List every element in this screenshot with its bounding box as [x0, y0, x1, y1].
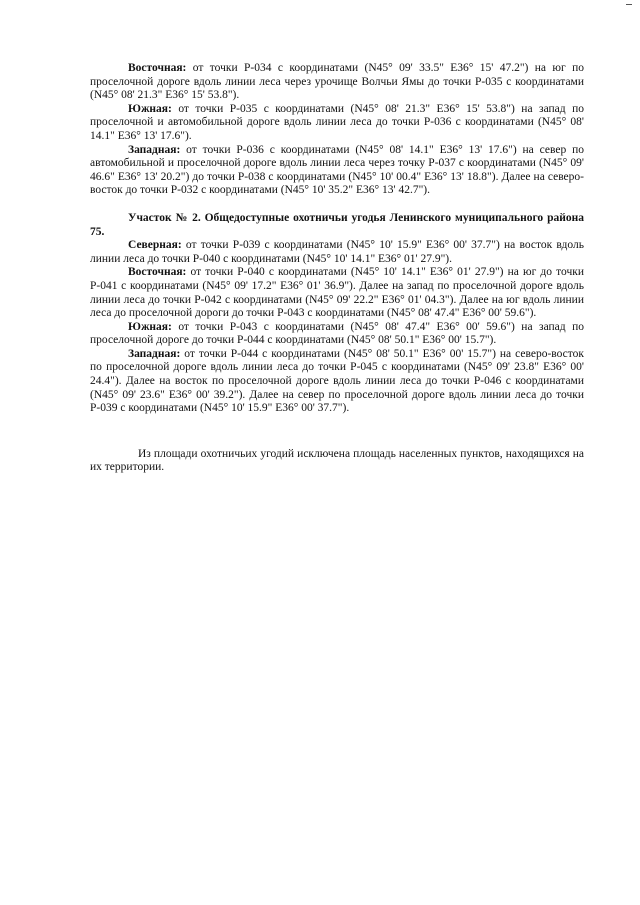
boundary-north-2 [90, 239, 584, 266]
boundary-south-1 [90, 103, 584, 144]
boundary-text: от точки Р-039 с координатами (N45° 10' 15.9" E36° 00' 37.7") на восток вдоль линии леса до точки Р-040 с координатами (N45° 10' 14.1" E36° 01' 27.9"). [90, 239, 584, 265]
boundary-south-2 [90, 321, 584, 348]
section-2 [90, 212, 584, 416]
boundary-west-1 [90, 144, 584, 198]
corner-mark [626, 4, 632, 5]
boundary-text: от точки Р-035 с координатами (N45° 08' 21.3" E36° 15' 53.8") на запад по проселочной и автомобильной дороге вдоль линии леса до точки Р-036 с координатами (N45° 08' 14.1" E36° 13' 17.6"). [90, 102, 584, 142]
boundary-label: Южная: [128, 320, 172, 333]
boundary-label: Южная: [128, 102, 172, 115]
side-stamp [632, 598, 638, 830]
boundary-east-1 [90, 62, 584, 103]
boundary-east-2 [90, 266, 584, 320]
boundary-label: Восточная: [128, 266, 187, 279]
boundary-text: от точки Р-044 с координатами (N45° 08' 50.1" E36° 00' 15.7") на северо-восток по проселочной дороге вдоль линии леса до точки Р-045 с координатами (N45° 09' 23.8" E36° 00' 24.4"). Далее на восток по проселочной дороге вдоль линии леса до точки Р-046 с координатами (N45° 09' 23.6" E36° 00' 39.2"). Далее на север по проселочной дороге вдоль линии леса до точки Р-039 с координатами (N45° 10' 15.9" E36° 00' 37.7"). [90, 347, 584, 415]
boundary-label: Северная: [128, 239, 182, 252]
boundary-label: Западная: [128, 143, 181, 156]
boundary-text: от точки Р-036 с координатами (N45° 08' 14.1" E36° 13' 17.6") на север по автомобильной и проселочной дороге вдоль линии леса через точку Р-037 с координатами (N45° 09' 46.6" E36° 13' 20.2") до точки Р-038 с координатами (N45° 10' 00.4" E36° 13' 18.8"). Далее на северо-восток до точки Р-032 с координатами (N45° 10' 35.2" E36° 13' 42.7"). [90, 143, 584, 197]
section-heading: Участок № 2. Общедоступные охотничьи угодья Ленинского муниципального района 75. [90, 211, 584, 238]
boundary-text: от точки Р-043 с координатами (N45° 08' 47.4" E36° 00' 59.6") на запад по проселочной дороге до точки Р-044 с координатами (N45° 08' 50.1" E36° 00' 15.7"). [90, 320, 584, 347]
boundary-west-2 [90, 348, 584, 416]
boundary-text: от точки Р-034 с координатами (N45° 09' 33.5" E36° 15' 47.2") на юг по проселочной дороге вдоль линии леса через урочище Волчьи Ямы до точки Р-035 с координатами (N45° 08' 21.3" E36° 15' 53.8"). [90, 62, 584, 102]
exclusion-note: Из площади охотничьих угодий исключена площадь населенных пунктов, находящихся на их территории. [90, 447, 584, 474]
boundary-label: Западная: [128, 347, 181, 360]
boundary-text: от точки Р-040 с координатами (N45° 10' 14.1" E36° 01' 27.9") на юг до точки Р-041 с координатами (N45° 09' 17.2" E36° 01' 36.9"). Далее на запад по проселочной дороге вдоль линии леса до точки Р-042 с координатами (N45° 09' 22.2" E36° 01' 04.3"). Далее на юг вдоль линии леса до проселочной дороги до точки Р-043 с координатами (N45° 08' 47.4" E36° 00' 59.6"). [90, 266, 584, 320]
boundary-label: Восточная: [128, 62, 187, 74]
document-page [90, 62, 584, 475]
